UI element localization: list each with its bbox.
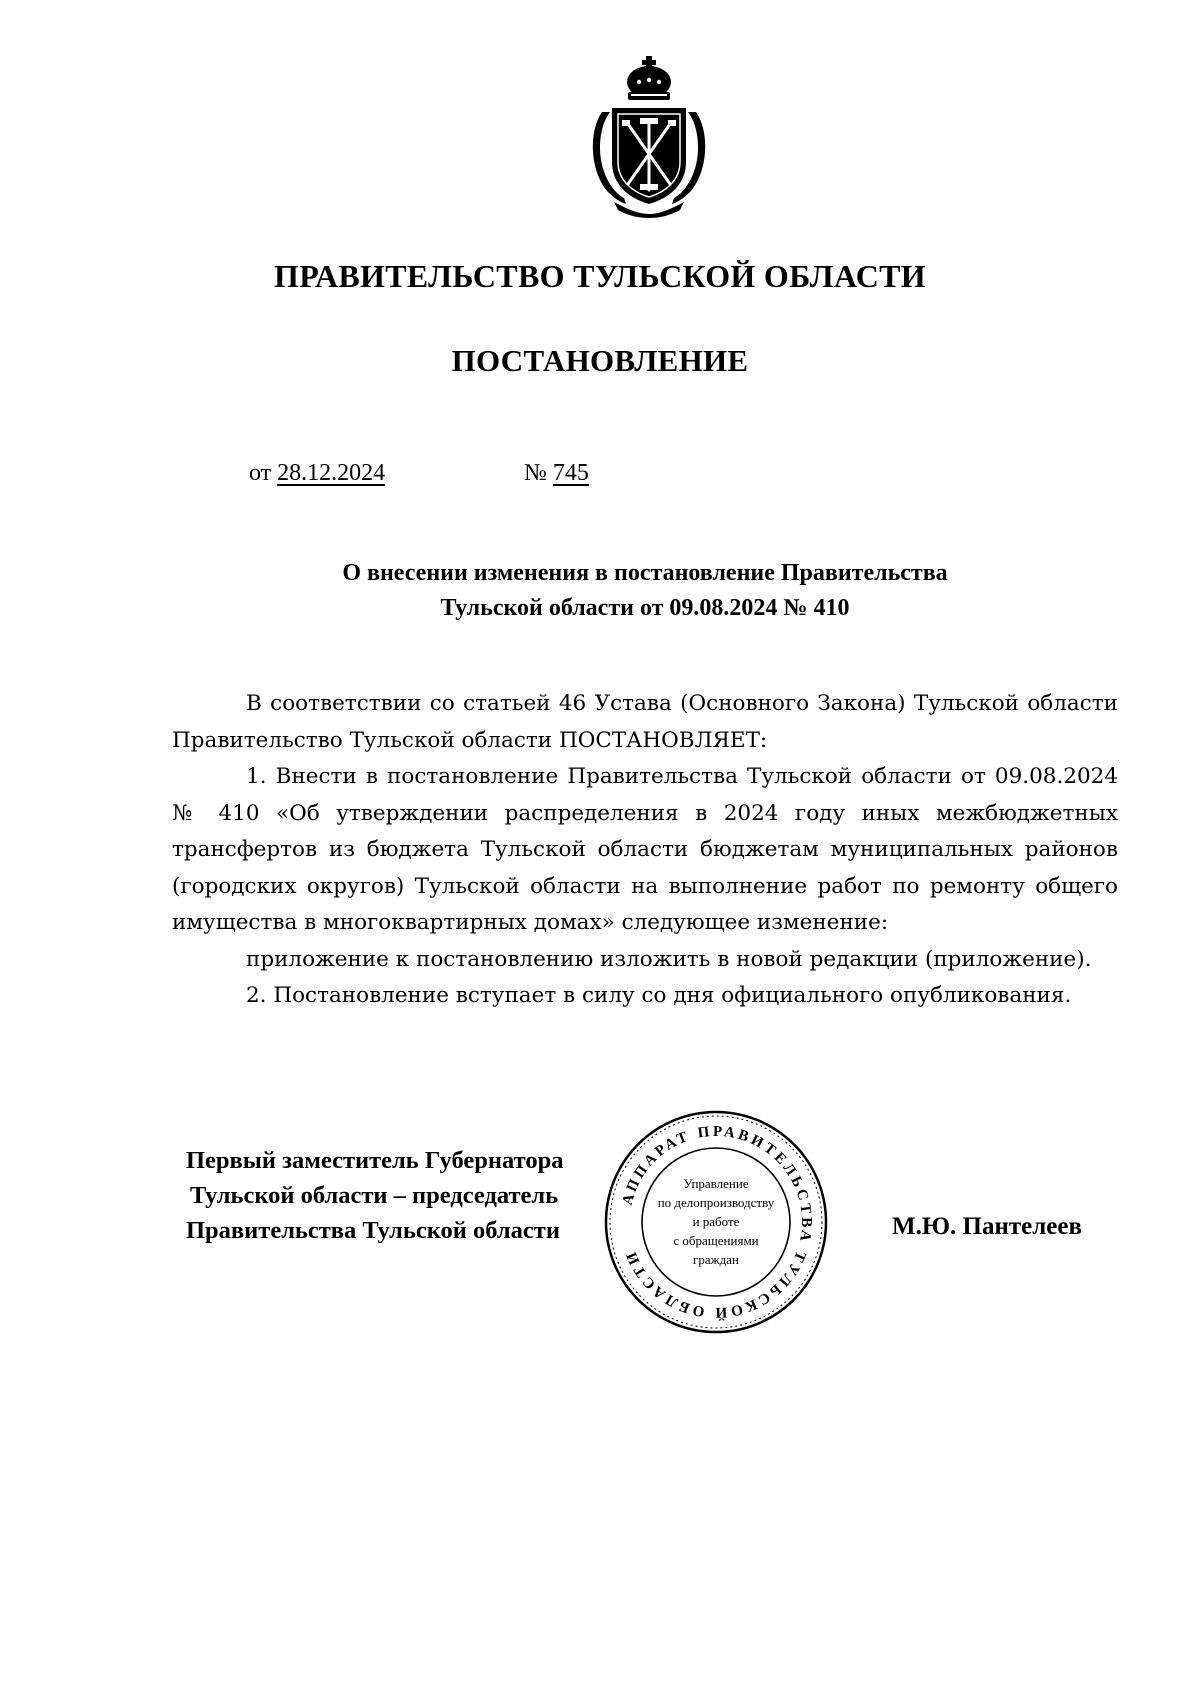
seal-center-line-5: граждан: [693, 1252, 739, 1267]
document-date: [249, 460, 385, 487]
date-prefix: от: [249, 460, 272, 486]
body-paragraph: 1. Внести в постановление Правительства Тульской области от 09.08.2024 № 410 «Об утверждении распределения в 2024 году иных межбюджетных трансфертов из бюджета Тульской области бюджетам муниципальных районов (городских округов) Тульской области на выполнение работ по ремонту общего имущества в многоквартирных домах» следующее изменение:: [172, 764, 1118, 935]
document-subject: [170, 556, 1120, 626]
subject-line-2: Тульской области от 09.08.2024 № 410: [440, 595, 850, 621]
document-number: [524, 460, 589, 487]
tula-coat-of-arms-icon: [584, 52, 714, 220]
subject-line-1: О внесении изменения в постановление Правительства: [342, 560, 948, 586]
seal-center-line-3: и работе: [692, 1214, 740, 1229]
position-line-3: Правительства Тульской области: [186, 1217, 560, 1244]
date-value: 28.12.2024: [277, 460, 386, 486]
seal-center-line-4: с обращениями: [673, 1233, 759, 1248]
signatory-position: [186, 1143, 563, 1248]
number-prefix: №: [524, 460, 547, 486]
position-line-1: Первый заместитель Губернатора: [186, 1147, 564, 1174]
number-value: 745: [552, 460, 589, 486]
seal-center-line-1: Управление: [683, 1176, 749, 1191]
seal-ring-text: АППАРАТ ПРАВИТЕЛЬСТВА ТУЛЬСКОЙ ОБЛАСТИ: [619, 1123, 815, 1321]
body-paragraph: В соответствии со статьей 46 Устава (Основного Закона) Тульской области Правительство Тульской области ПОСТАНОВЛЯЕТ:: [172, 691, 1118, 753]
official-seal: [602, 1108, 830, 1336]
organization-title: ПРАВИТЕЛЬСТВО ТУЛЬСКОЙ ОБЛАСТИ: [274, 258, 926, 294]
document-type: ПОСТАНОВЛЕНИЕ: [451, 343, 749, 378]
signatory-name: М.Ю. Пантелеев: [892, 1213, 1082, 1240]
body-paragraph: 2. Постановление вступает в силу со дня официального опубликования.: [246, 983, 1072, 1008]
document-body: [172, 686, 1118, 1015]
body-paragraph: приложение к постановлению изложить в новой редакции (приложение).: [246, 946, 1092, 972]
position-line-2: Тульской области – председатель: [190, 1182, 559, 1209]
seal-center-line-2: по делопроизводству: [657, 1195, 775, 1210]
